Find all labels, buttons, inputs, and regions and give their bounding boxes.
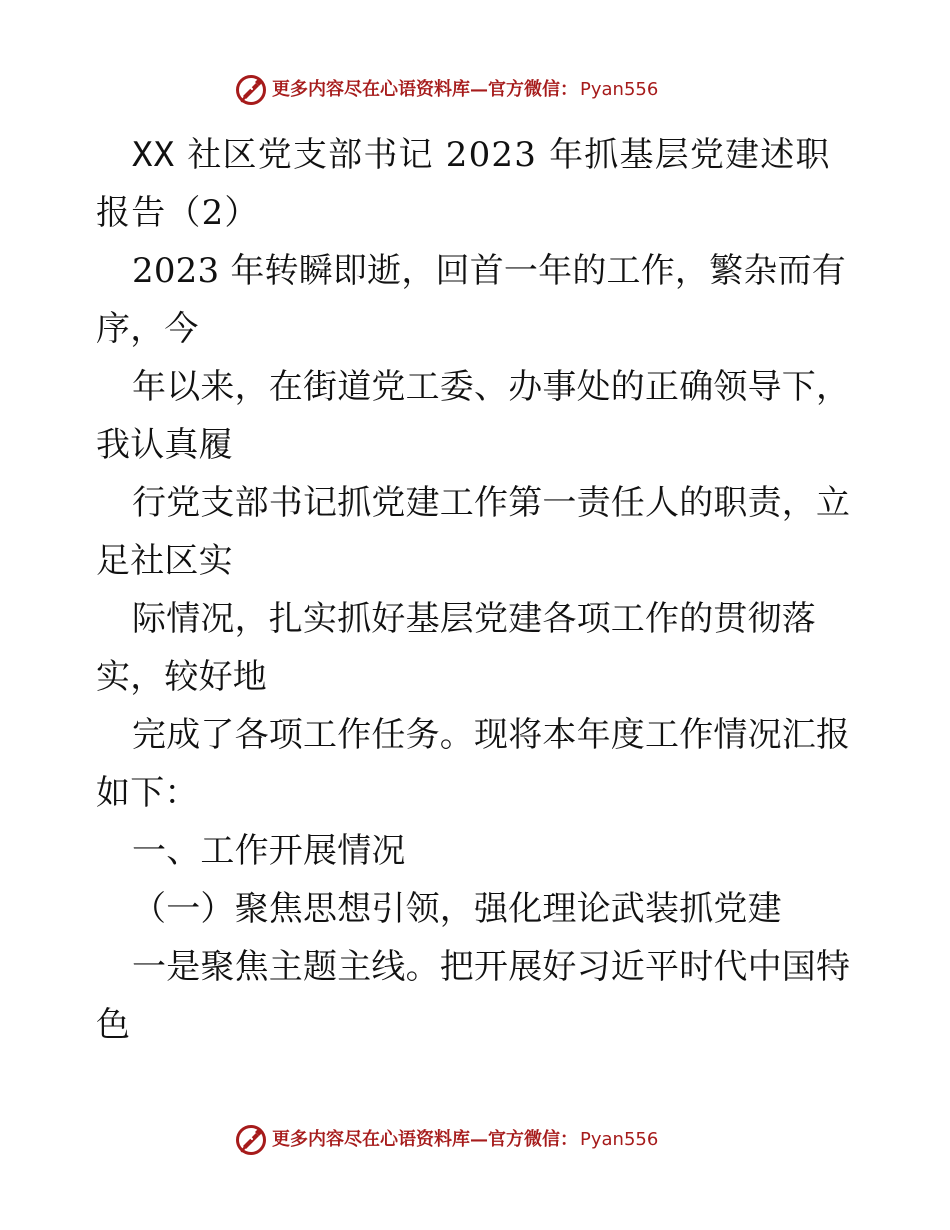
page-footer-watermark xyxy=(234,1122,754,1158)
body-paragraph: 行党支部书记抓党建工作第一责任人的职责，立足社区实 xyxy=(96,483,851,581)
body-paragraph: 完成了各项工作任务。现将本年度工作情况汇报如下： xyxy=(96,715,851,813)
header-brand-text: 更多内容尽在心语资料库—官方微信： xyxy=(272,79,578,100)
section-heading: 一、工作开展情况 xyxy=(132,831,406,871)
footer-brand-text: 更多内容尽在心语资料库—官方微信： xyxy=(272,1129,578,1150)
pen-nib-logo-icon xyxy=(234,1123,268,1157)
footer-contact-id: Pyan556 xyxy=(580,1129,659,1150)
header-contact-id: Pyan556 xyxy=(580,79,659,100)
document-title-suffix: 社区党支部书记 2023 年抓基层党建述职报告（2） xyxy=(96,135,831,233)
document-title-prefix: XX xyxy=(132,135,176,175)
pen-nib-logo-icon xyxy=(234,73,268,107)
body-paragraph: 2023 年转瞬即逝，回首一年的工作，繁杂而有序，今 xyxy=(96,251,846,349)
body-paragraph: 际情况，扎实抓好基层党建各项工作的贯彻落实，较好地 xyxy=(96,599,816,697)
subsection-heading: （一）聚焦思想引领，强化理论武装抓党建 xyxy=(132,889,782,929)
body-paragraph: 一是聚焦主题主线。把开展好习近平时代中国特色 xyxy=(96,947,851,1045)
page-header-watermark xyxy=(234,72,754,108)
document-body xyxy=(96,126,856,1054)
document-title xyxy=(96,126,856,242)
body-paragraph: 年以来，在街道党工委、办事处的正确领导下，我认真履 xyxy=(96,367,851,465)
